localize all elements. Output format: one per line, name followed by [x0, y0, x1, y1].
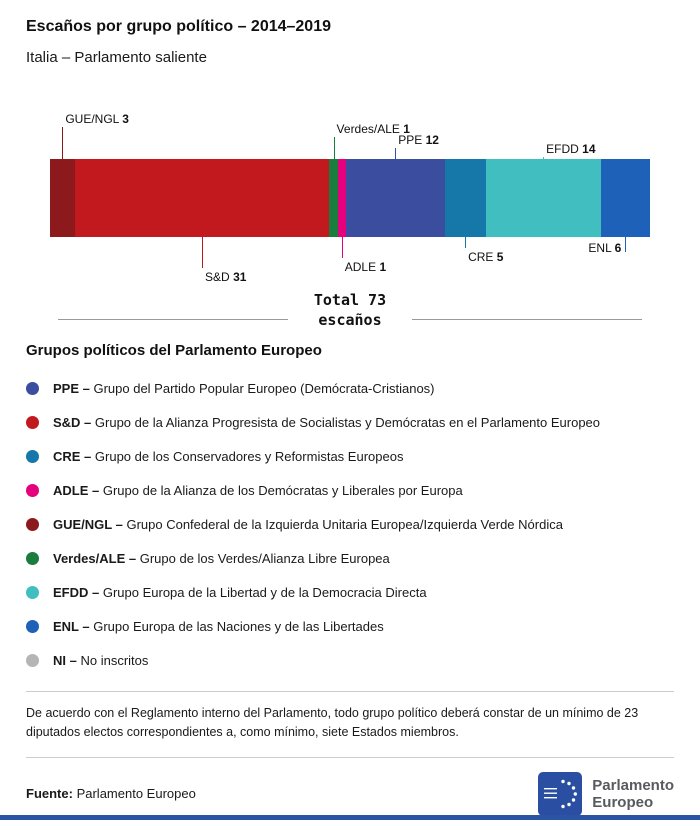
bar-label-adle: ADLE 1	[344, 260, 387, 274]
bar-segment-adle	[338, 159, 346, 237]
legend-item-cre	[26, 439, 674, 473]
legend-dot-ppe	[26, 382, 39, 395]
legend-item-label: EFDD – Grupo Europa de la Libertad y de la Democracia Directa	[53, 584, 427, 600]
legend-dot-verdes-ale	[26, 552, 39, 565]
total-label-line1: Total 73	[313, 291, 387, 309]
legend-dot-efdd	[26, 586, 39, 599]
bar-label-cre: CRE 5	[468, 250, 504, 264]
legend-item-efdd	[26, 575, 674, 609]
total-rule-right	[412, 319, 642, 320]
total-row	[0, 291, 700, 330]
bottom-accent-bar	[0, 815, 700, 820]
leader-line-gue-ngl	[62, 127, 63, 159]
leader-line-enl	[625, 237, 626, 252]
bar-label-ppe: PPE 12	[398, 133, 439, 147]
legend-item-label: CRE – Grupo de los Conservadores y Reformistas Europeos	[53, 448, 404, 464]
logo-text-line1: Parlamento	[592, 776, 674, 794]
legend-dot-cre	[26, 450, 39, 463]
leader-line-ppe	[395, 148, 396, 159]
footnote: De acuerdo con el Reglamento interno del Parlamento, todo grupo político deberá constar de un mínimo de 23 diputados electos correspondientes a, como mínimo, siete Estados miembros.	[26, 706, 639, 740]
bar-segment-efdd	[486, 159, 601, 237]
total-label-line2: escaños	[318, 310, 382, 329]
parlamento-europeo-logo	[538, 772, 674, 816]
header	[0, 0, 700, 66]
page-subtitle: Italia – Parlamento saliente	[26, 49, 207, 66]
legend-item-ni	[26, 643, 674, 677]
legend-item-label: Verdes/ALE – Grupo de los Verdes/Alianza Libre Europea	[53, 550, 390, 566]
bar-segment-ppe	[346, 159, 445, 237]
logo-text-line2: Europeo	[592, 793, 654, 811]
legend-item-s-d	[26, 405, 674, 439]
bar-label-enl: ENL 6	[588, 241, 622, 255]
chart-area	[0, 79, 700, 287]
legend-item-label: NI – No inscritos	[53, 652, 149, 668]
legend-dot-gue-ngl	[26, 518, 39, 531]
source-text	[26, 786, 196, 801]
page-title: Escaños por grupo político – 2014–2019	[26, 18, 331, 35]
total-rule-left	[58, 319, 288, 320]
legend-item-verdes-ale	[26, 541, 674, 575]
legend-item-label: ENL – Grupo Europa de las Naciones y de las Libertades	[53, 618, 384, 634]
legend-dot-enl	[26, 620, 39, 633]
legend-item-enl	[26, 609, 674, 643]
source-row	[0, 758, 700, 816]
legend-item-label: S&D – Grupo de la Alianza Progresista de Socialistas y Demócratas en el Parlamento Europeo	[53, 414, 601, 430]
bar-segment-s-d	[75, 159, 330, 237]
bar-label-efdd: EFDD 14	[546, 142, 596, 156]
legend-dot-adle	[26, 484, 39, 497]
leader-line-cre	[465, 237, 466, 248]
source-label: Fuente:	[26, 786, 73, 802]
bar-segment-verdes-ale	[329, 159, 337, 237]
bar-label-verdes-ale: Verdes/ALE 1	[336, 122, 410, 136]
legend-item-label: PPE – Grupo del Partido Popular Europeo (Demócrata-Cristianos)	[53, 380, 435, 396]
legend-dot-s-d	[26, 416, 39, 429]
legend-dot-ni	[26, 654, 39, 667]
legend-title: Grupos políticos del Parlamento Europeo	[26, 342, 322, 359]
source-value: Parlamento Europeo	[76, 786, 196, 802]
leader-line-s-d	[202, 237, 203, 268]
legend-item-gue-ngl	[26, 507, 674, 541]
stacked-bar	[50, 159, 650, 237]
legend-item-adle	[26, 473, 674, 507]
bar-label-s-d: S&D 31	[205, 270, 247, 284]
legend-item-label: ADLE – Grupo de la Alianza de los Demócratas y Liberales por Europa	[53, 482, 463, 498]
legend-item-ppe	[26, 371, 674, 405]
logo-text	[592, 777, 674, 812]
leader-line-verdes-ale	[334, 137, 335, 159]
total-label	[288, 291, 412, 330]
bar-segment-cre	[445, 159, 486, 237]
leader-line-efdd	[543, 157, 544, 159]
bar-label-gue-ngl: GUE/NGL 3	[65, 112, 129, 126]
legend	[0, 330, 700, 677]
eu-parliament-logo-icon	[538, 772, 582, 816]
legend-list	[26, 371, 674, 677]
leader-line-adle	[342, 237, 343, 258]
legend-item-label: GUE/NGL – Grupo Confederal de la Izquierda Unitaria Europea/Izquierda Verde Nórdica	[53, 516, 563, 532]
bar-segment-gue-ngl	[50, 159, 75, 237]
bar-segment-enl	[601, 159, 650, 237]
